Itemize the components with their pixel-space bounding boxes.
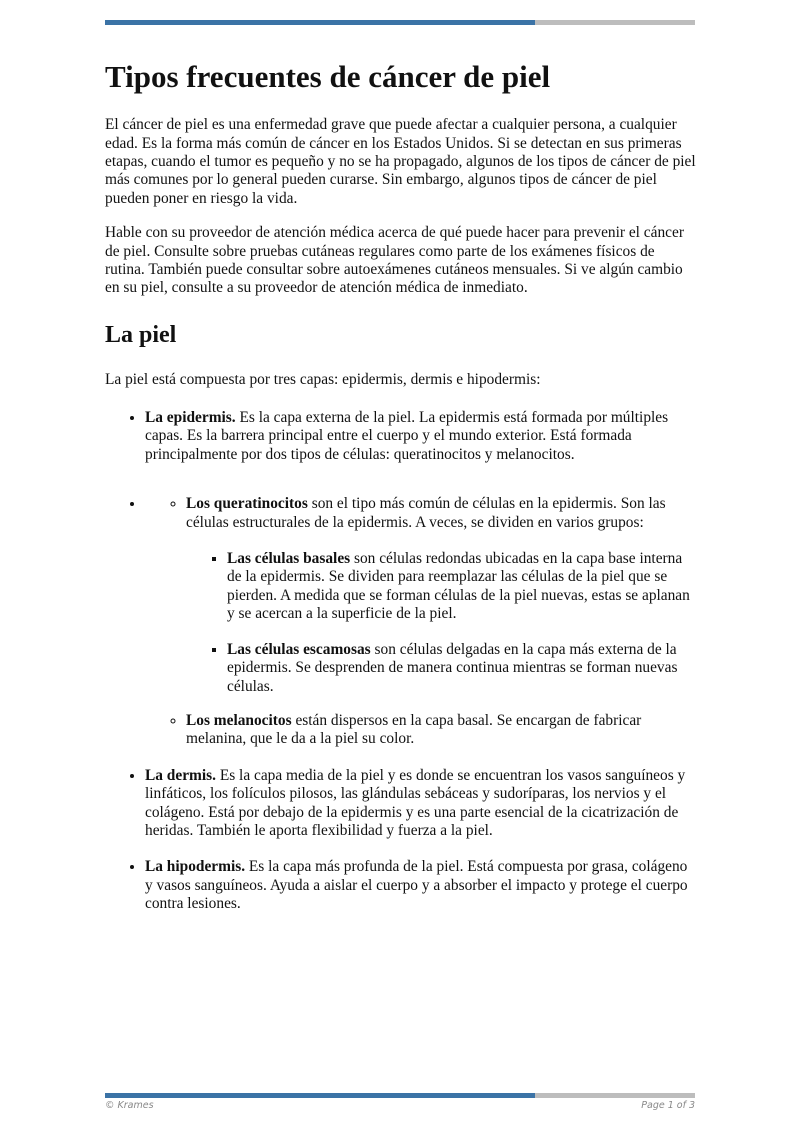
term-hipodermis: La hipodermis. bbox=[145, 858, 246, 876]
list-item-dermis bbox=[145, 767, 697, 841]
term-basales: Las células basales bbox=[227, 550, 351, 568]
term-queratinocitos: Los queratinocitos bbox=[186, 495, 308, 513]
footer-rule bbox=[105, 1093, 695, 1098]
header-rule bbox=[105, 20, 695, 25]
skin-layers-list bbox=[105, 409, 697, 914]
queratinocitos-groups-list bbox=[186, 550, 697, 696]
footer-page-number: Page 1 of 3 bbox=[641, 1100, 695, 1111]
term-dermis: La dermis. bbox=[145, 766, 216, 784]
list-item-melanocitos bbox=[186, 712, 697, 749]
header-rule-accent bbox=[105, 20, 535, 25]
list-item-escamosas bbox=[227, 641, 697, 696]
term-escamosas: Las células escamosas bbox=[227, 640, 371, 658]
desc-epidermis: Es la capa externa de la piel. La epidermis está formada por múltiples capas. Es la barrera principal entre el cuerpo y el mundo exterior. Está formada principalmente por dos tipos de células: queratinocitos y melanocitos. bbox=[145, 409, 669, 463]
header-rule-rest bbox=[535, 20, 695, 25]
list-item-queratinocitos bbox=[186, 495, 697, 696]
desc-melanocitos: están dispersos en la capa basal. Se encargan de fabricar melanina, que le da a la piel su color. bbox=[186, 711, 642, 748]
list-item-hipodermis bbox=[145, 858, 697, 913]
footer-copyright: © Krames bbox=[105, 1100, 154, 1111]
desc-hipodermis: Es la capa más profunda de la piel. Está compuesta por grasa, colágeno y vasos sanguíneos. Ayuda a aislar el cuerpo y a absorber el impacto y protege el cuerpo contra lesiones. bbox=[145, 858, 688, 913]
document-body bbox=[105, 58, 697, 932]
list-item-epidermis-cells bbox=[145, 495, 697, 748]
list-item-epidermis bbox=[145, 409, 697, 464]
desc-queratinocitos: son el tipo más común de células en la epidermis. Son las células estructurales de la epidermis. A veces, se dividen en varios grupos: bbox=[186, 495, 666, 531]
term-melanocitos: Los melanocitos bbox=[186, 711, 292, 729]
desc-dermis: Es la capa media de la piel y es donde se encuentran los vasos sanguíneos y linfáticos, los folículos pilosos, las glándulas sebáceas y sudoríparas, los nervios y el colágeno. Está por debajo de la epidermis y es una parte esencial de la cicatrización de heridas. También le aporta flexibilidad y fuerza a la piel. bbox=[145, 766, 686, 839]
document-title: Tipos frecuentes de cáncer de piel bbox=[105, 59, 551, 94]
list-item-basales bbox=[227, 550, 697, 624]
epidermis-cells-list bbox=[145, 495, 697, 748]
section-lead: La piel está compuesta por tres capas: epidermis, dermis e hipodermis: bbox=[105, 370, 541, 388]
term-epidermis: La epidermis. bbox=[145, 409, 236, 427]
intro-paragraph-2: Hable con su proveedor de atención médica acerca de qué puede hacer para prevenir el cáncer de piel. Consulte sobre pruebas cutáneas regulares como parte de los exámenes físicos de rutina. También puede consultar sobre autoexámenes cutáneos mensuales. Si ve algún cambio en su piel, consulte a su proveedor de atención médica de inmediato. bbox=[105, 224, 684, 297]
footer-rule-accent bbox=[105, 1093, 535, 1098]
section-heading: La piel bbox=[105, 321, 177, 348]
desc-escamosas: son células delgadas en la capa más externa de la epidermis. Se desprenden de manera continua mientras se forman nuevas células. bbox=[227, 640, 678, 695]
intro-paragraph-1: El cáncer de piel es una enfermedad grave que puede afectar a cualquier persona, a cualquier edad. Es la forma más común de cáncer en los Estados Unidos. Si se detectan en sus primeras etapas, cuando el tumor es pequeño y no se ha propagado, algunos de los tipos de cáncer de piel más comunes por lo general pueden curarse. Sin embargo, algunos tipos de cáncer de piel pueden poner en riesgo la vida. bbox=[105, 116, 696, 207]
footer-rule-rest bbox=[535, 1093, 695, 1098]
desc-basales: son células redondas ubicadas en la capa base interna de la epidermis. Se dividen para reemplazar las células de la piel que se pierden. A medida que se forman células de la piel nuevas, estas se aplanan y se acercan a la superficie de la piel. bbox=[227, 550, 690, 623]
